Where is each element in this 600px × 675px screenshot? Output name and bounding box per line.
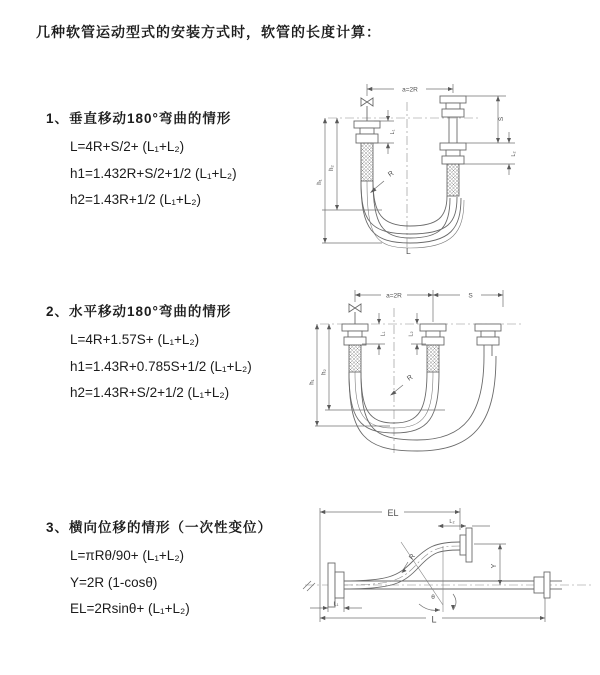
h1-label: h₁ [309,379,316,385]
dimension-span-a2r [355,290,503,322]
radius-leader [370,170,395,193]
formula-length: L=4R+S/2+ (L₁+L₂) [70,139,185,154]
valve-icon [349,304,361,324]
formula-h2: h2=1.43R+S/2+1/2 (L₁+L₂) [70,385,230,400]
dimension-l [320,598,545,625]
l2-label: L₂ [449,519,455,525]
dimension-el [320,508,460,622]
right-flange [534,572,562,598]
dimension-l2 [409,313,427,355]
left-hose-fitting [342,324,368,372]
l1-label: L₁ [390,129,396,135]
radius-leader [390,374,414,395]
l1-label: L₁ [333,601,339,608]
diagram-horizontal-180-bend [305,282,600,462]
dimension-l1 [310,598,362,612]
dimension-l2 [438,519,490,526]
diagram-vertical-180-bend [310,76,600,256]
h2-label: h₂ [321,369,328,375]
l-label: L [431,614,437,625]
section-3-heading: 3、横向位移的情形（一次性变位） [46,520,273,535]
formula-y: Y=2R (1-cosθ) [70,574,158,590]
l2-label: L₂ [511,151,517,157]
dimension-s-l2 [460,96,517,175]
section-1-heading: 1、垂直移动180°弯曲的情形 [46,111,232,126]
section-lateral-displacement [46,516,272,623]
s-label: S [498,116,505,122]
shifted-hose-fitting [475,324,501,356]
formula-h1: h1=1.43R+0.785S+1/2 (L₁+L₂) [70,358,252,374]
span-label: a=2R [386,292,402,300]
y-label: Y [491,563,498,569]
radius-label: R [408,552,417,562]
dimension-span-a2r [367,84,453,96]
right-hose-fitting [440,96,466,196]
section-vertical-movement [46,107,237,214]
radius-label: R [406,374,415,383]
h2-label: h₂ [329,165,335,171]
section-horizontal-movement [46,300,252,407]
theta-construction [401,542,456,612]
valve-icon [361,98,373,121]
displaced-hose-curve [344,542,460,589]
formula-el: EL=2Rsinθ+ (L₁+L₂) [70,601,190,616]
theta-label: θ [431,594,435,601]
diagram-lateral-displacement [300,500,600,650]
page-title: 几种软管运动型式的安装方式时，软管的长度计算： [36,24,381,40]
u-hose-curves [349,356,496,451]
section-2-heading: 2、水平移动180°弯曲的情形 [46,304,232,319]
l2-label: L₂ [408,331,415,337]
formula-length: L=πRθ/90+ (L₁+L₂) [70,548,185,563]
dimension-y [474,544,506,585]
span-label: a=2R [402,86,418,94]
el-label: EL [387,508,399,518]
middle-hose-fitting [420,324,446,372]
h1-label: h₁ [317,179,323,185]
dimension-l1 [374,110,396,154]
formula-h2: h2=1.43R+1/2 (L₁+L₂) [70,192,202,207]
formula-length: L=4R+1.57S+ (L₁+L₂) [70,332,200,347]
radius-label: R [387,170,396,179]
left-hose-fitting [354,121,380,181]
length-label: L [406,246,411,256]
left-flange [328,563,344,607]
dimension-l1 [362,313,387,355]
s-label: S [468,292,473,300]
radius-leader [402,553,417,573]
l1-label: L₁ [380,331,387,337]
formula-h1: h1=1.432R+S/2+1/2 (L₁+L₂) [70,165,237,181]
upper-flange [460,528,472,562]
